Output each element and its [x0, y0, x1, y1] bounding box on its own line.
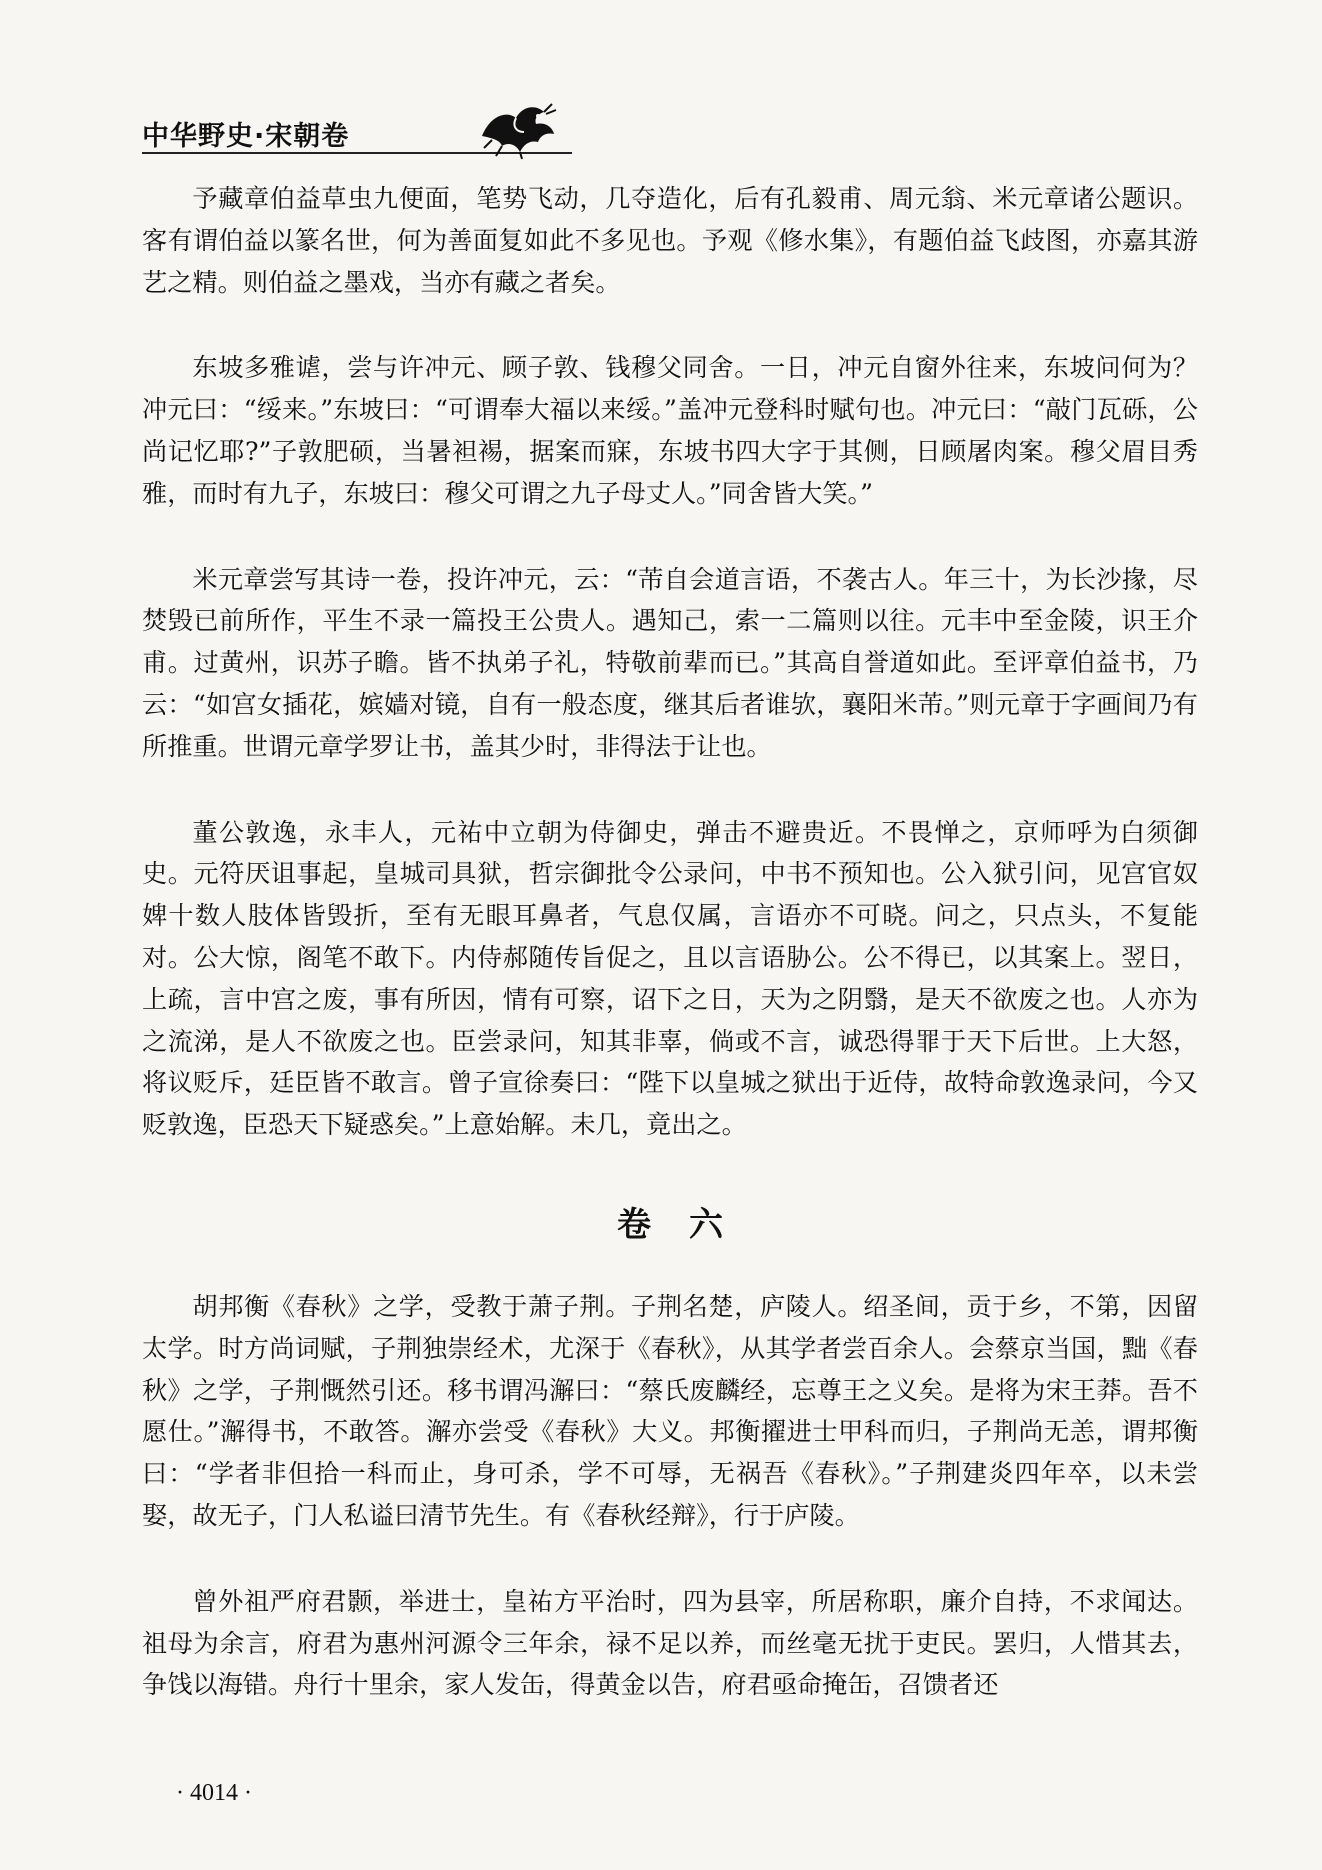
paragraph: 董公敦逸，永丰人，元祐中立朝为侍御史，弹击不避贵近。不畏惮之，京师呼为白须御史。元符厌诅事起，皇城司具狱，哲宗御批令公录问，中书不预知也。公入狱引问，见宫官奴婢十数人肢体皆毁折，至有无眼耳鼻者，气息仅属，言语亦不可晓。问之，只点头，不复能对。公大惊，阁笔不敢下。内侍郝随传旨促之，且以言语胁公。公不得已，以其案上。翌日，上疏，言中宫之废，事有所因，情有可察，诏下之日，天为之阴翳，是天不欲废之也。人亦为之流涕，是人不欲废之也。臣尝录问，知其非辜，倘或不言，诚恐得罪于天下后世。上大怒，将议贬斥，廷臣皆不敢言。曾子宣徐奏曰：“陛下以皇城之狱出于近侍，故特命敦逸录问，今又贬敦逸，臣恐天下疑惑矣。”上意始解。未几，竟出之。 [142, 817, 1198, 1140]
volume-title: 卷六 [617, 1204, 761, 1245]
paragraph: 东坡多雅谑，尝与许冲元、顾子敦、钱穆父同舍。一日，冲元自窗外往来，东坡问何为？冲元曰：“绥来。”东坡曰：“可谓奉大福以来绥。”盖冲元登科时赋句也。冲元曰：“敲门瓦砾，公尚记忆耶?”子敦肥硕，当暑袒裼，据案而寐，东坡书四大字于其侧，日顾屠肉案。穆父眉目秀雅，而时有九子，东坡曰：穆父可谓之九子母丈人。”同舍皆大笑。” [142, 353, 1198, 508]
paragraph: 米元章尝写其诗一卷，投许冲元，云：“芾自会道言语，不袭古人。年三十，为长沙掾，尽焚毁已前所作，平生不录一篇投王公贵人。遇知己，索一二篇则以往。元丰中至金陵，识王介甫。过黄州，识苏子瞻。皆不执弟子礼，特敬前辈而已。”其高自誉道如此。至评章伯益书，乃云：“如宫女插花，嫔嫱对镜，自有一般态度，继其后者谁欤，襄阳米芾。”则元章于字画间乃有所推重。世谓元章学罗让书，盖其少时，非得法于让也。 [142, 564, 1198, 761]
series-title: 中华野史·宋朝卷 [142, 121, 350, 152]
dragon-emblem-icon [472, 96, 562, 160]
paragraph: 胡邦衡《春秋》之学，受教于萧子荆。子荆名楚，庐陵人。绍圣间，贡于乡，不第，因留太学。时方尚词赋，子荆独崇经术，尤深于《春秋》，从其学者尝百余人。会蔡京当国，黜《春秋》之学，子荆慨然引还。移书谓冯澥曰：“蔡氏废麟经，忘尊王之义矣。是将为宋王莽。吾不愿仕。”澥得书，不敢答。澥亦尝受《春秋》大义。邦衡擢进士甲科而归，子荆尚无恙，谓邦衡曰：“学者非但拾一科而止，身可杀，学不可辱，无祸吾《春秋》。”子荆建炎四年卒，以未尝娶，故无子，门人私谥曰清节先生。有《春秋经辩》，行于庐陵。 [142, 1291, 1198, 1530]
paragraph: 曾外祖严府君颢，举进士，皇祐方平治时，四为县宰，所居称职，廉介自持，不求闻达。祖母为余言，府君为惠州河源令三年余，禄不足以养，而丝毫无扰于吏民。罢归，人惜其去，争饯以海错。舟行十里余，家人发缶，得黄金以告，府君亟命掩缶，召馈者还 [142, 1586, 1198, 1700]
body-text [142, 178, 1198, 1706]
page-number: · 4014 · [176, 1780, 252, 1806]
paragraph: 予藏章伯益草虫九便面，笔势飞动，几夺造化，后有孔毅甫、周元翁、米元章诸公题识。客有谓伯益以篆名世，何为善面复如此不多见也。予观《修水集》，有题伯益飞歧图，亦嘉其游艺之精。则伯益之墨戏，当亦有藏之者矣。 [142, 184, 1198, 297]
running-header [142, 108, 1198, 164]
